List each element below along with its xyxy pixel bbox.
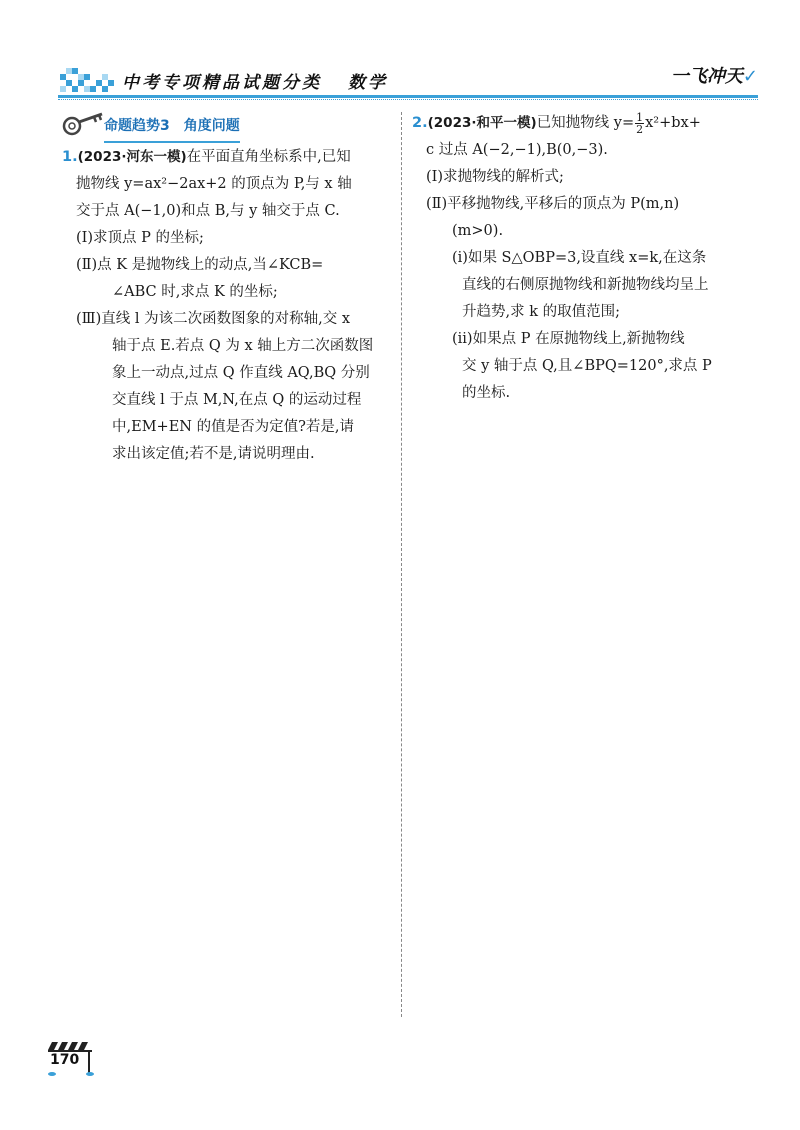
- q1-line-2: 交于点 A(−1,0)和点 B,与 y 轴交于点 C.: [76, 203, 340, 219]
- q2-line-1: c 过点 A(−2,−1),B(0,−3).: [426, 142, 608, 158]
- section-heading: [62, 110, 392, 140]
- q2-part-2: (Ⅱ)平移抛物线,平移后的顶点为 P(m,n): [426, 196, 680, 212]
- page-number-badge: [48, 1038, 96, 1078]
- column-divider: [401, 112, 402, 1017]
- q1-part-3-cont-3: 交直线 l 于点 M,N,在点 Q 的运动过程: [112, 392, 362, 408]
- header-rule: [58, 95, 758, 98]
- check-icon: ✓: [742, 66, 758, 87]
- q1-text: 在平面直角坐标系中,已知: [186, 149, 351, 165]
- brand-text: 一飞冲天: [670, 66, 743, 87]
- header-rule-dotted: [58, 99, 758, 100]
- q2-intro-tail: x²+bx+: [645, 115, 701, 131]
- q2-line-0: [412, 110, 752, 137]
- fraction-one-half: [635, 112, 644, 135]
- fraction-numerator: 1: [636, 110, 644, 124]
- q2-part-2-ii: (ⅱ)如果点 P 在原抛物线上,新抛物线: [452, 331, 685, 347]
- q2-part-2-ii-cont-2: 的坐标.: [462, 385, 511, 401]
- q2-number: 2.: [412, 115, 428, 131]
- q2-intro: 已知抛物线 y=: [536, 115, 635, 131]
- page-header: [58, 62, 758, 96]
- q1-source: (2023·河东一模): [77, 149, 187, 165]
- q2-part-2-cont: (m>0).: [452, 223, 504, 239]
- q1-part-2-cont: ∠ABC 时,求点 K 的坐标;: [112, 284, 278, 300]
- q1-part-2: (Ⅱ)点 K 是抛物线上的动点,当∠KCB=: [76, 257, 324, 273]
- q2-part-1: (Ⅰ)求抛物线的解析式;: [426, 169, 564, 185]
- left-column: [62, 110, 392, 468]
- header-book-title: 中考专项精品试题分类: [122, 73, 322, 93]
- q1-part-1: (Ⅰ)求顶点 P 的坐标;: [76, 230, 204, 246]
- q1-part-3: (Ⅲ)直线 l 为该二次函数图象的对称轴,交 x: [76, 311, 351, 327]
- q2-part-2-i-cont-2: 升趋势,求 k 的取值范围;: [462, 304, 620, 320]
- right-column: [412, 110, 752, 407]
- brand-logo: [671, 62, 758, 88]
- key-icon: [62, 110, 106, 138]
- q1-part-3-cont-4: 中,EM+EN 的值是否为定值?若是,请: [112, 419, 354, 435]
- q2-source: (2023·和平一模): [427, 115, 537, 131]
- checker-pattern-icon: [58, 64, 118, 94]
- q2-part-2-ii-cont-1: 交 y 轴于点 Q,且∠BPQ=120°,求点 P: [462, 358, 712, 374]
- section-title: 命题趋势3 角度问题: [104, 113, 240, 143]
- q2-part-2-i: (ⅰ)如果 S△OBP=3,设直线 x=k,在这条: [452, 250, 707, 266]
- header-title: [122, 68, 388, 93]
- q1-part-3-cont-1: 轴于点 E.若点 Q 为 x 轴上方二次函数图: [112, 338, 374, 354]
- q1-line-1: 抛物线 y=ax²−2ax+2 的顶点为 P,与 x 轴: [76, 176, 352, 192]
- fraction-denominator: 2: [636, 122, 644, 136]
- q1-line-0: [62, 144, 392, 171]
- header-subject: 数学: [348, 73, 388, 93]
- page-number: 170: [50, 1052, 80, 1068]
- q1-part-3-cont-2: 象上一动点,过点 Q 作直线 AQ,BQ 分别: [112, 365, 370, 381]
- q2-part-2-i-cont-1: 直线的右侧原抛物线和新抛物线均呈上: [462, 277, 709, 293]
- q1-number: 1.: [62, 149, 78, 165]
- q1-part-3-cont-5: 求出该定值;若不是,请说明理由.: [112, 446, 315, 462]
